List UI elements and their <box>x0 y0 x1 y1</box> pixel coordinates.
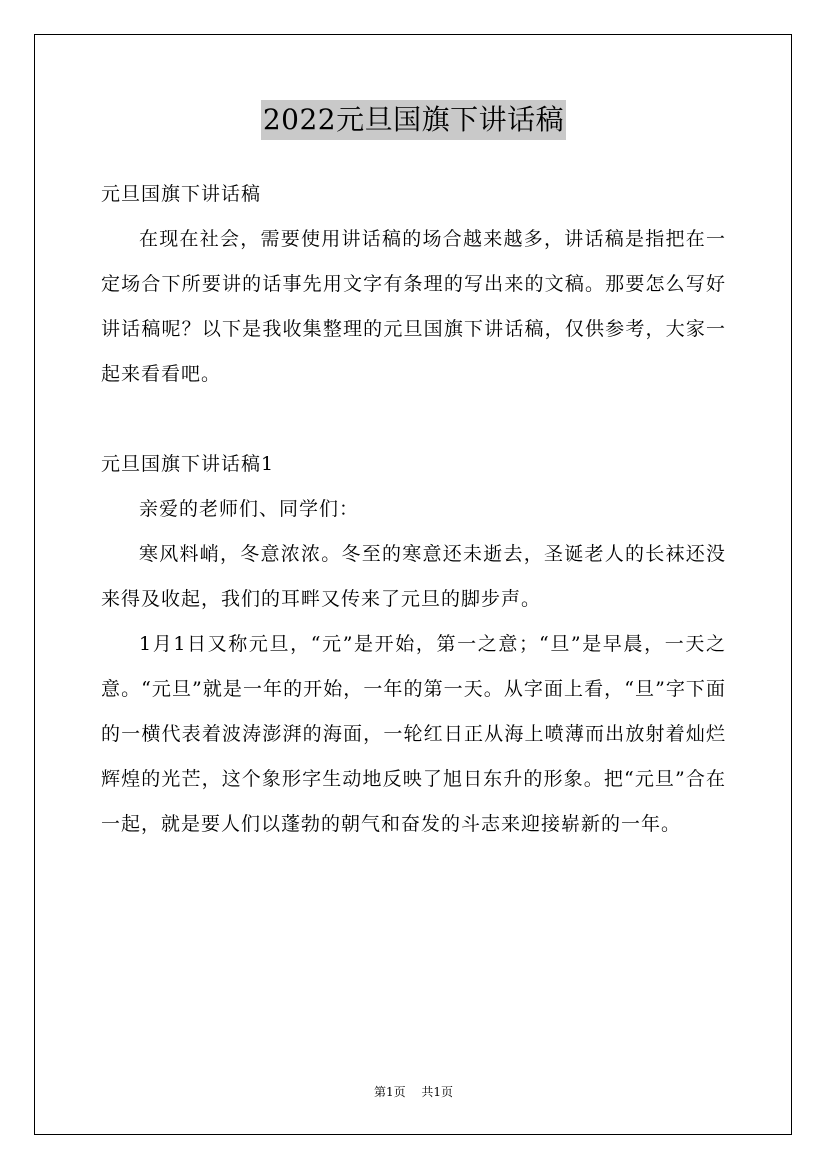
document-title: 2022元旦国旗下讲话稿 <box>261 100 566 140</box>
salutation: 亲爱的老师们、同学们： <box>139 498 360 520</box>
section1-paragraph-2: 1月1日又称元旦，“元”是开始，第一之意；“旦”是早晨，一天之意。“元旦”就是一年的开始，一年的第一天。从字面上看，“旦”字下面的一横代表着波涛澎湃的海面，一轮红日正从海上喷薄而出放射着灿烂辉煌的光芒，这个象形字生动地反映了旭日东升的形象。把“元旦”合在一起，就是要人们以蓬勃的朝气和奋发的斗志来迎接崭新的一年。 <box>101 633 726 835</box>
page-footer <box>0 1084 827 1100</box>
section1-paragraph-1: 寒风料峭，冬意浓浓。冬至的寒意还未逝去，圣诞老人的长袜还没来得及收起，我们的耳畔又传来了元旦的脚步声。 <box>101 543 726 610</box>
document-body <box>101 172 726 847</box>
intro-paragraph: 在现在社会，需要使用讲话稿的场合越来越多，讲话稿是指把在一定场合下所要讲的话事先用文字有条理的写出来的文稿。那要怎么写好讲话稿呢？以下是我收集整理的元旦国旗下讲话稿，仅供参考，大家一起来看看吧。 <box>101 228 726 385</box>
section-gap <box>101 397 726 442</box>
page-number: 第1页 <box>373 1085 406 1099</box>
page-total: 共1页 <box>421 1085 454 1099</box>
intro-heading: 元旦国旗下讲话稿 <box>101 183 262 205</box>
section1-heading: 元旦国旗下讲话稿1 <box>101 453 275 475</box>
title-wrap <box>0 100 827 140</box>
